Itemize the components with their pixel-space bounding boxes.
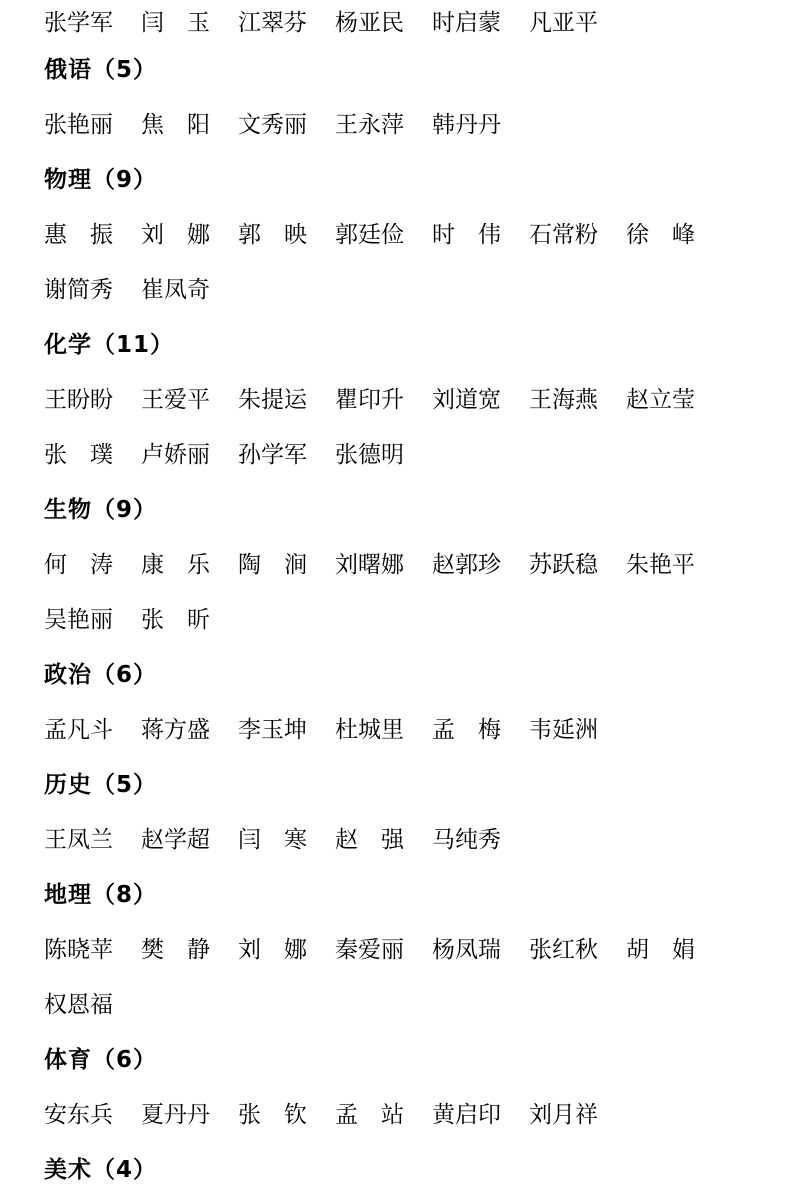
- teacher-name: 杨凤瑞: [432, 937, 501, 963]
- name-list: [44, 436, 432, 469]
- name-list: [44, 1096, 626, 1129]
- subject-heading: 地理（8）: [44, 882, 158, 908]
- teacher-name: 朱艳平: [626, 552, 695, 578]
- name-list: [44, 546, 723, 579]
- names-line: [44, 975, 764, 1030]
- teacher-name: 张艳丽: [44, 112, 113, 138]
- subject-heading-line: [44, 40, 764, 95]
- teacher-name: 李玉坤: [238, 717, 307, 743]
- names-line: [44, 1085, 764, 1140]
- names-line: [44, 370, 764, 425]
- names-line: [44, 0, 764, 40]
- teacher-name: 张红秋: [529, 937, 598, 963]
- names-line: [44, 425, 764, 480]
- teacher-name: 徐 峰: [626, 222, 695, 248]
- teacher-name: 刘月祥: [529, 1102, 598, 1128]
- teacher-name: 闫 玉: [141, 9, 210, 36]
- subject-heading-line: [44, 315, 764, 370]
- subject-heading-line: [44, 480, 764, 535]
- teacher-name: 张学军: [44, 9, 113, 36]
- name-list: [44, 601, 238, 634]
- teacher-name: 朱提运: [238, 387, 307, 413]
- teacher-name: 赵郭珍: [432, 552, 501, 578]
- teacher-name: 秦爱丽: [335, 937, 404, 963]
- subject-heading-line: [44, 645, 764, 700]
- subject-heading: 政治（6）: [44, 662, 158, 688]
- teacher-name: 杜城里: [335, 717, 404, 743]
- teacher-name: 王凤兰: [44, 827, 113, 853]
- teacher-name: 康 乐: [141, 552, 210, 578]
- teacher-name: 时 伟: [432, 222, 501, 248]
- teacher-name: 权恩福: [44, 992, 113, 1018]
- subject-heading: 体育（6）: [44, 1047, 158, 1073]
- teacher-name: 陈晓苹: [44, 937, 113, 963]
- teacher-name: 何 涛: [44, 552, 113, 578]
- name-list: [44, 4, 626, 37]
- subject-heading: 生物（9）: [44, 497, 158, 523]
- teacher-name: 焦 阳: [141, 112, 210, 138]
- subject-heading-line: [44, 1140, 764, 1195]
- teacher-name: 石常粉: [529, 222, 598, 248]
- subject-heading-line: [44, 865, 764, 920]
- teacher-name: 苏跃稳: [529, 552, 598, 578]
- names-line: [44, 260, 764, 315]
- subject-heading-line: [44, 755, 764, 810]
- teacher-name: 韦延洲: [529, 717, 598, 743]
- teacher-name: 马纯秀: [432, 827, 501, 853]
- teacher-name: 惠 振: [44, 222, 113, 248]
- teacher-name: 杨亚民: [335, 9, 404, 36]
- names-line: [44, 920, 764, 975]
- name-list: [44, 711, 626, 744]
- teacher-name: 蒋方盛: [141, 717, 210, 743]
- teacher-name: 文秀丽: [238, 112, 307, 138]
- names-line: [44, 810, 764, 865]
- teacher-name: 江翠芬: [238, 9, 307, 36]
- teacher-name: 时启蒙: [432, 9, 501, 36]
- document-page: [44, 0, 764, 1195]
- teacher-name: 刘 娜: [238, 937, 307, 963]
- name-list: [44, 216, 723, 249]
- teacher-name: 闫 寒: [238, 827, 307, 853]
- teacher-name: 安东兵: [44, 1102, 113, 1128]
- teacher-name: 王盼盼: [44, 387, 113, 413]
- subject-heading-line: [44, 1030, 764, 1085]
- teacher-name: 夏丹丹: [141, 1102, 210, 1128]
- teacher-name: 孟 梅: [432, 717, 501, 743]
- teacher-name: 王永萍: [335, 112, 404, 138]
- teacher-name: 赵 强: [335, 827, 404, 853]
- name-list: [44, 271, 238, 304]
- teacher-name: 凡亚平: [529, 9, 598, 36]
- teacher-name: 樊 静: [141, 937, 210, 963]
- teacher-name: 韩丹丹: [432, 112, 501, 138]
- subject-heading: 历史（5）: [44, 772, 158, 798]
- teacher-name: 卢娇丽: [141, 442, 210, 468]
- teacher-name: 郭 映: [238, 222, 307, 248]
- teacher-name: 孟 站: [335, 1102, 404, 1128]
- names-line: [44, 95, 764, 150]
- teacher-name: 刘道宽: [432, 387, 501, 413]
- teacher-name: 张德明: [335, 442, 404, 468]
- subject-heading: 俄语（5）: [44, 57, 158, 83]
- name-list: [44, 106, 529, 139]
- teacher-name: 胡 娟: [626, 937, 695, 963]
- name-list: [44, 381, 723, 414]
- subject-heading-line: [44, 150, 764, 205]
- teacher-name: 郭廷俭: [335, 222, 404, 248]
- teacher-name: 张 钦: [238, 1102, 307, 1128]
- names-line: [44, 535, 764, 590]
- teacher-name: 谢简秀: [44, 277, 113, 303]
- teacher-name: 张 昕: [141, 607, 210, 633]
- subject-heading: 化学（11）: [44, 332, 175, 358]
- teacher-name: 王爱平: [141, 387, 210, 413]
- names-line: [44, 590, 764, 645]
- teacher-name: 瞿印升: [335, 387, 404, 413]
- subject-heading: 物理（9）: [44, 167, 158, 193]
- teacher-name: 王海燕: [529, 387, 598, 413]
- name-list: [44, 986, 141, 1019]
- teacher-name: 刘 娜: [141, 222, 210, 248]
- name-list: [44, 821, 529, 854]
- names-line: [44, 205, 764, 260]
- names-line: [44, 700, 764, 755]
- teacher-name: 孟凡斗: [44, 717, 113, 743]
- name-list: [44, 931, 723, 964]
- teacher-name: 张 璞: [44, 442, 113, 468]
- teacher-name: 崔凤奇: [141, 277, 210, 303]
- teacher-name: 赵学超: [141, 827, 210, 853]
- teacher-name: 黄启印: [432, 1102, 501, 1128]
- teacher-name: 陶 涧: [238, 552, 307, 578]
- teacher-name: 吴艳丽: [44, 607, 113, 633]
- teacher-name: 赵立莹: [626, 387, 695, 413]
- subject-heading: 美术（4）: [44, 1157, 158, 1183]
- teacher-name: 孙学军: [238, 442, 307, 468]
- teacher-name: 刘曙娜: [335, 552, 404, 578]
